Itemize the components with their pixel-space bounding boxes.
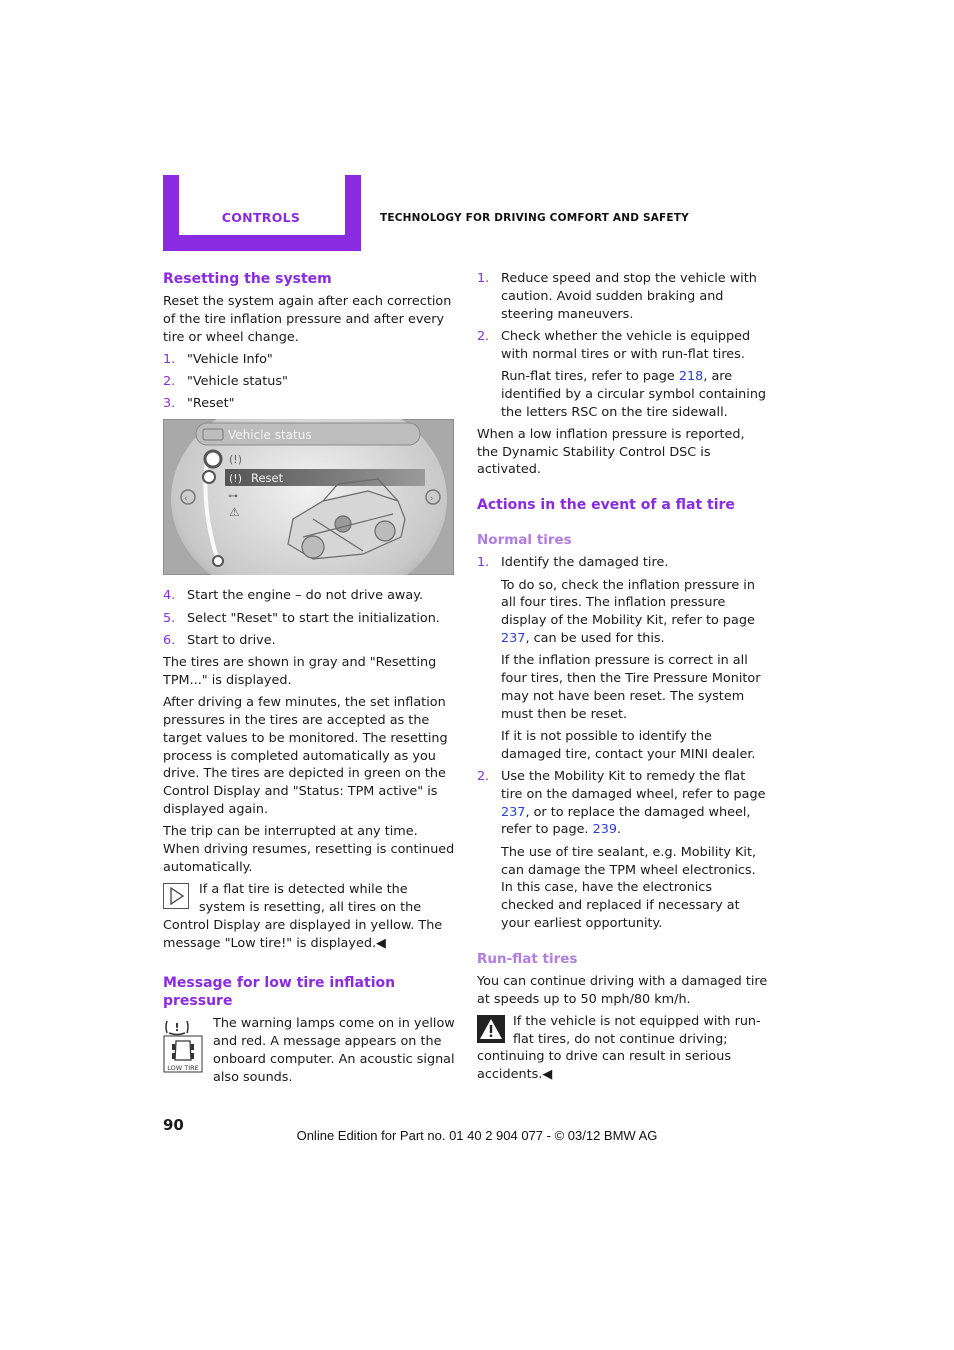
list-item: 2. Use the Mobility Kit to remedy the flat tire on the damaged wheel, refer to page 237, or to replace the damaged wheel, refer to page. 239. (477, 769, 766, 838)
note-flat-tire: If a flat tire is detected while the system is resetting, all tires on the Control Display are displayed in yellow. The message "Low tire!" is displayed.◀ (163, 882, 443, 951)
subheading-normal-tires: Normal tires (477, 532, 572, 549)
section-heading-resetting: Resetting the system (163, 271, 332, 287)
subheading-runflat-tires: Run-flat tires (477, 950, 578, 967)
list-item: 1. Identify the damaged tire. (477, 555, 669, 571)
normal-sub-contact-dealer: If it is not possible to identify the damaged tire, contact your MINI dealer. (501, 728, 756, 762)
tpm-reset-icon: (!) (229, 472, 242, 486)
warning-triangle-icon (477, 1015, 505, 1043)
control-display-screenshot (163, 419, 454, 575)
runflat-reference: Run-flat tires, refer to page 218, are identified by a circular symbol containing the letters RSC on the tire sidewall. (501, 368, 767, 420)
dsc-para: When a low inflation pressure is reported, the Dynamic Stability Control DSC is activated. (477, 426, 745, 478)
message-block (163, 1015, 455, 1086)
page-link-237[interactable]: 237 (501, 630, 526, 646)
resetting-intro: Reset the system again after each correction of the tire inflation pressure and after every tire or wheel change. (163, 294, 452, 345)
list-item: 4. Start the engine – do not drive away. (163, 588, 424, 604)
edition-footer: Online Edition for Part no. 01 40 2 904 077 - © 03/12 BMW AG (296, 1128, 658, 1143)
normal-sub-check-pressure: To do so, check the inflation pressure in all four tires. The inflation pressure display of the Mobility Kit, refer to page 237, can be used for this. (501, 577, 755, 646)
list-item: 1. "Vehicle Info" (163, 351, 273, 367)
low-tire-label: LOW TIRE (167, 1064, 199, 1073)
page-link-237[interactable]: 237 (501, 804, 526, 820)
warning-triangle-icon: ⚠ (229, 505, 240, 520)
message-para: The warning lamps come on in yellow and red. A message appears on the onboard computer. An acoustic signal also sounds. (213, 1016, 455, 1085)
tpm-warning-icons (163, 1016, 203, 1080)
normal-sub-pressure-correct: If the inflation pressure is correct in all four tires, then the Tire Pressure Monitor may not have been reset. The system must then be reset. (501, 653, 761, 722)
svg-text:‹: ‹ (184, 494, 188, 505)
page-link-239[interactable]: 239 (592, 822, 618, 838)
control-display-image (163, 419, 454, 575)
chapter-tab-label[interactable]: CONTROLS (221, 210, 301, 225)
svg-text:!: ! (174, 1021, 180, 1035)
list-item: 5. Select "Reset" to start the initialization. (163, 610, 440, 626)
end-mark-icon: ◀ (542, 1067, 553, 1083)
para-trip-interrupted: The trip can be interrupted at any time. When driving resumes, resetting is continued automatically. (163, 824, 455, 875)
note-play-icon (163, 883, 189, 909)
tpm-icon: (!) (229, 453, 242, 467)
tire-pressure-warning-icon (166, 1021, 188, 1035)
page-number: 90 (163, 1116, 184, 1134)
screen-selected-item: Reset (251, 471, 284, 486)
end-mark-icon: ◀ (376, 935, 386, 951)
chapter-tab-inner (179, 175, 345, 235)
list-item: 2. "Vehicle status" (163, 374, 288, 390)
section-heading-message: Message for low tire inflation pressure (163, 975, 396, 1010)
list-item: 3. "Reset" (163, 396, 235, 412)
list-item: 1. Reduce speed and stop the vehicle with caution. Avoid sudden braking and steering maneuvers. (477, 271, 757, 322)
right-column (477, 270, 769, 1084)
list-item: 6. Start to drive. (163, 632, 276, 648)
left-column (163, 270, 455, 1087)
para-after-driving: After driving a few minutes, the set inflation pressures in the tires are accepted as the target values to be monitored. The resetting process is completed automatically as you drive. The tires are depicted in green on the Control Display and "Status: TPM active" is displayed again. (163, 695, 448, 818)
chapter-title: TECHNOLOGY FOR DRIVING COMFORT AND SAFETY (380, 212, 689, 224)
warning-runflat: If the vehicle is not equipped with run-flat tires, do not continue driving; continuing to drive can result in serious accidents.◀ (477, 1013, 761, 1083)
page-link-218[interactable]: 218 (678, 368, 704, 384)
list-item: 2. Check whether the vehicle is equipped with normal tires or with run-flat tires. (477, 328, 751, 362)
para-tires-gray: The tires are shown in gray and "Resetting TPM..." is displayed. (163, 655, 437, 688)
section-heading-actions: Actions in the event of a flat tire (477, 497, 735, 514)
screen-title: Vehicle status (228, 428, 312, 443)
runflat-para: You can continue driving with a damaged tire at speeds up to 50 mph/80 km/h. (477, 973, 768, 1007)
normal-sub-sealant: The use of tire sealant, e.g. Mobility Kit, can damage the TPM wheel electronics. In this case, have the electronics checked and replaced if necessary at your earliest opportunity. (501, 844, 757, 931)
car-service-icon: ⊶ (228, 491, 238, 503)
svg-text:›: › (430, 494, 434, 505)
